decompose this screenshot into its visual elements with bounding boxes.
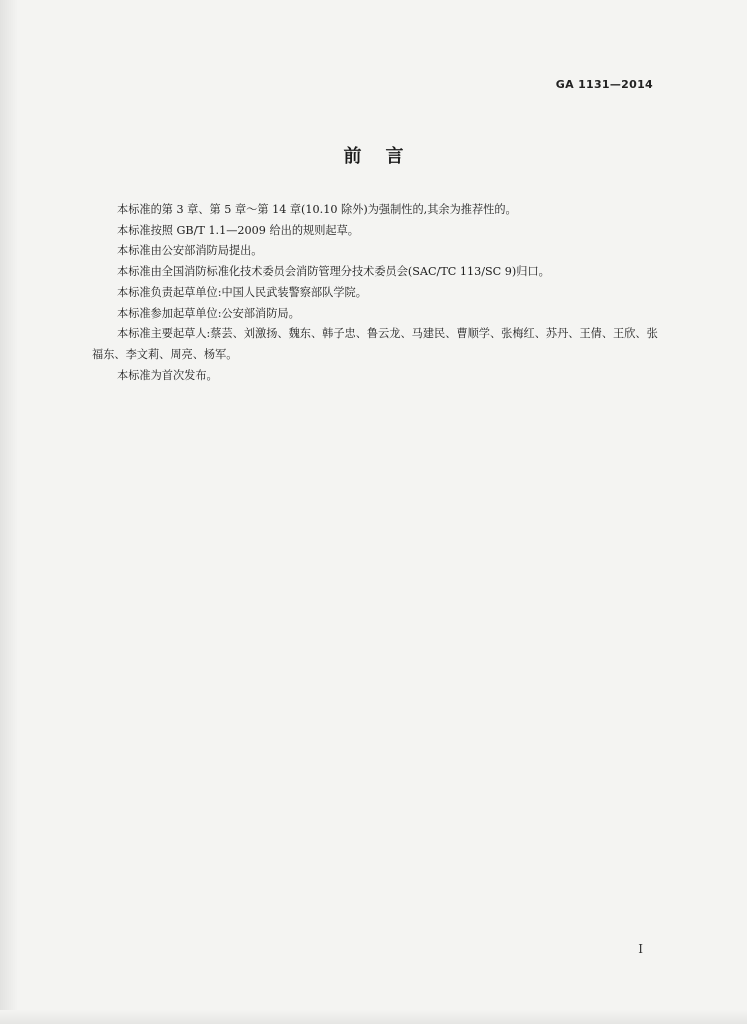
paragraph-proposer: 本标准由公安部消防局提出。 bbox=[117, 244, 263, 258]
paragraph-participating-drafter: 本标准参加起草单位:公安部消防局。 bbox=[117, 306, 300, 320]
foreword-body bbox=[92, 200, 662, 386]
scan-bottom-shadow bbox=[0, 1010, 747, 1024]
paragraph-drafting-rules: 本标准按照 GB/T 1.1—2009 给出的规则起草。 bbox=[117, 223, 359, 237]
paragraph-main-drafters: 本标准主要起草人:蔡芸、刘激扬、魏东、韩子忠、鲁云龙、马建民、曹顺学、张梅红、苏丹、王倩、王欣、张福东、李文莉、周亮、杨军。 bbox=[92, 327, 658, 361]
paragraph-committee: 本标准由全国消防标准化技术委员会消防管理分技术委员会(SAC/TC 113/SC 9)归口。 bbox=[117, 265, 550, 279]
paragraph-first-release: 本标准为首次发布。 bbox=[117, 368, 218, 382]
page-title: 前言 bbox=[343, 146, 428, 167]
paragraph-mandatory-clauses: 本标准的第 3 章、第 5 章～第 14 章(10.10 除外)为强制性的,其余为推荐性的。 bbox=[117, 203, 517, 216]
page-number: I bbox=[638, 942, 643, 956]
paragraph-lead-drafter: 本标准负责起草单位:中国人民武装警察部队学院。 bbox=[117, 285, 367, 299]
document-code: GA 1131—2014 bbox=[555, 78, 653, 91]
